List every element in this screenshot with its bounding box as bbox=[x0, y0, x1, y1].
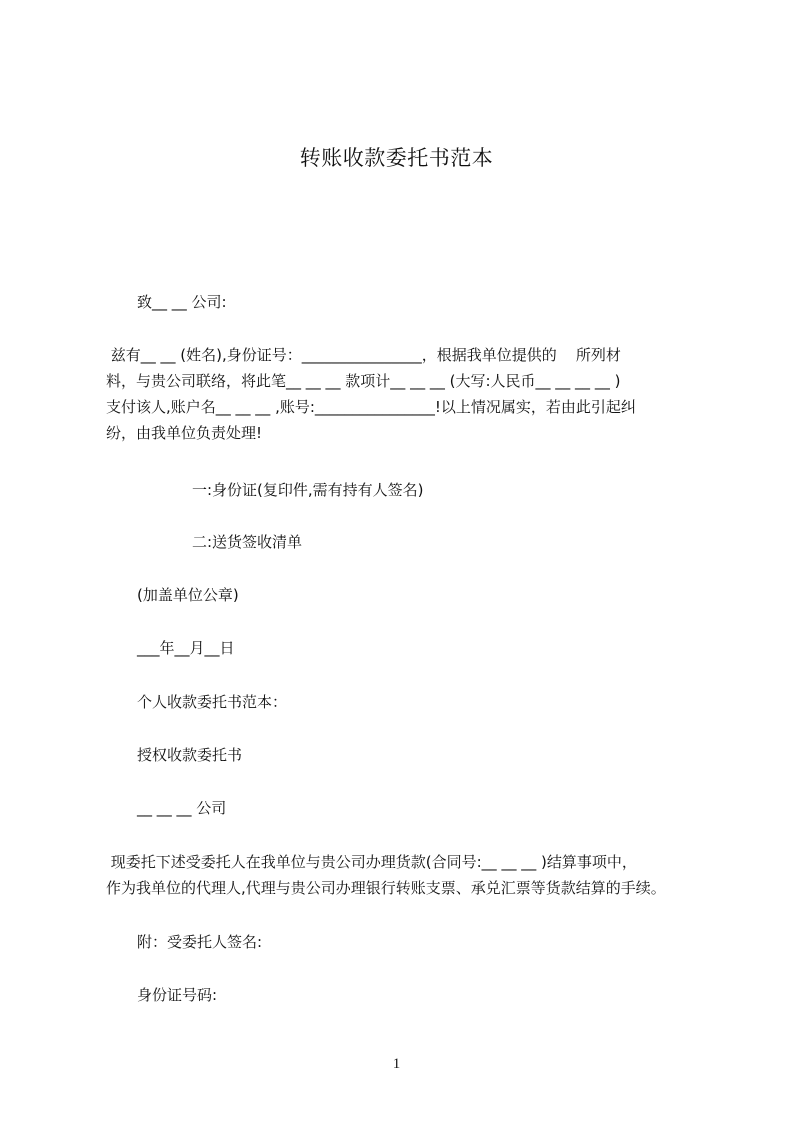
paragraph-line: 料，与贵公司联络，将此笔__ __ __ 款项计__ __ __ (大写:人民币__ __ __ __ ) bbox=[106, 372, 621, 390]
paragraph-line: 作为我单位的代理人,代理与贵公司办理银行转账支票、承兑汇票等货款结算的手续。 bbox=[106, 879, 666, 897]
seal-note: (加盖单位公章) bbox=[137, 586, 239, 604]
id-number-line: 身份证号码: bbox=[137, 986, 218, 1004]
attachment-item-1: 一:身份证(复印件,需有持有人签名) bbox=[192, 481, 424, 499]
addressee-line: 致__ __ 公司: bbox=[137, 293, 227, 311]
paragraph-line: 纷，由我单位负责处理! bbox=[106, 424, 263, 442]
document-title: 转账收款委托书范本 bbox=[299, 146, 494, 170]
attachment-item-2: 二:送货签收清单 bbox=[192, 533, 303, 551]
paragraph-line: 现委托下述受委托人在我单位与贵公司办理货款(合同号:__ __ __ )结算事项中， bbox=[106, 853, 637, 871]
attachment-signature-line: 附：受委托人签名: bbox=[137, 933, 263, 951]
company-line: __ __ __ 公司 bbox=[137, 799, 227, 817]
sample-title: 授权收款委托书 bbox=[137, 746, 243, 764]
paragraph-line: 兹有__ __ (姓名),身份证号：________________，根据我单位提供的 所列材 bbox=[106, 346, 621, 364]
sample-heading: 个人收款委托书范本： bbox=[137, 693, 288, 711]
entrust-paragraph bbox=[106, 849, 702, 901]
authorization-paragraph bbox=[106, 342, 702, 446]
page-number: 1 bbox=[392, 1056, 401, 1072]
date-line: ___年__月__日 bbox=[137, 639, 235, 657]
paragraph-line: 支付该人,账户名__ __ __ ,账号:________________!以上情况属实，若由此引起纠 bbox=[106, 398, 636, 416]
